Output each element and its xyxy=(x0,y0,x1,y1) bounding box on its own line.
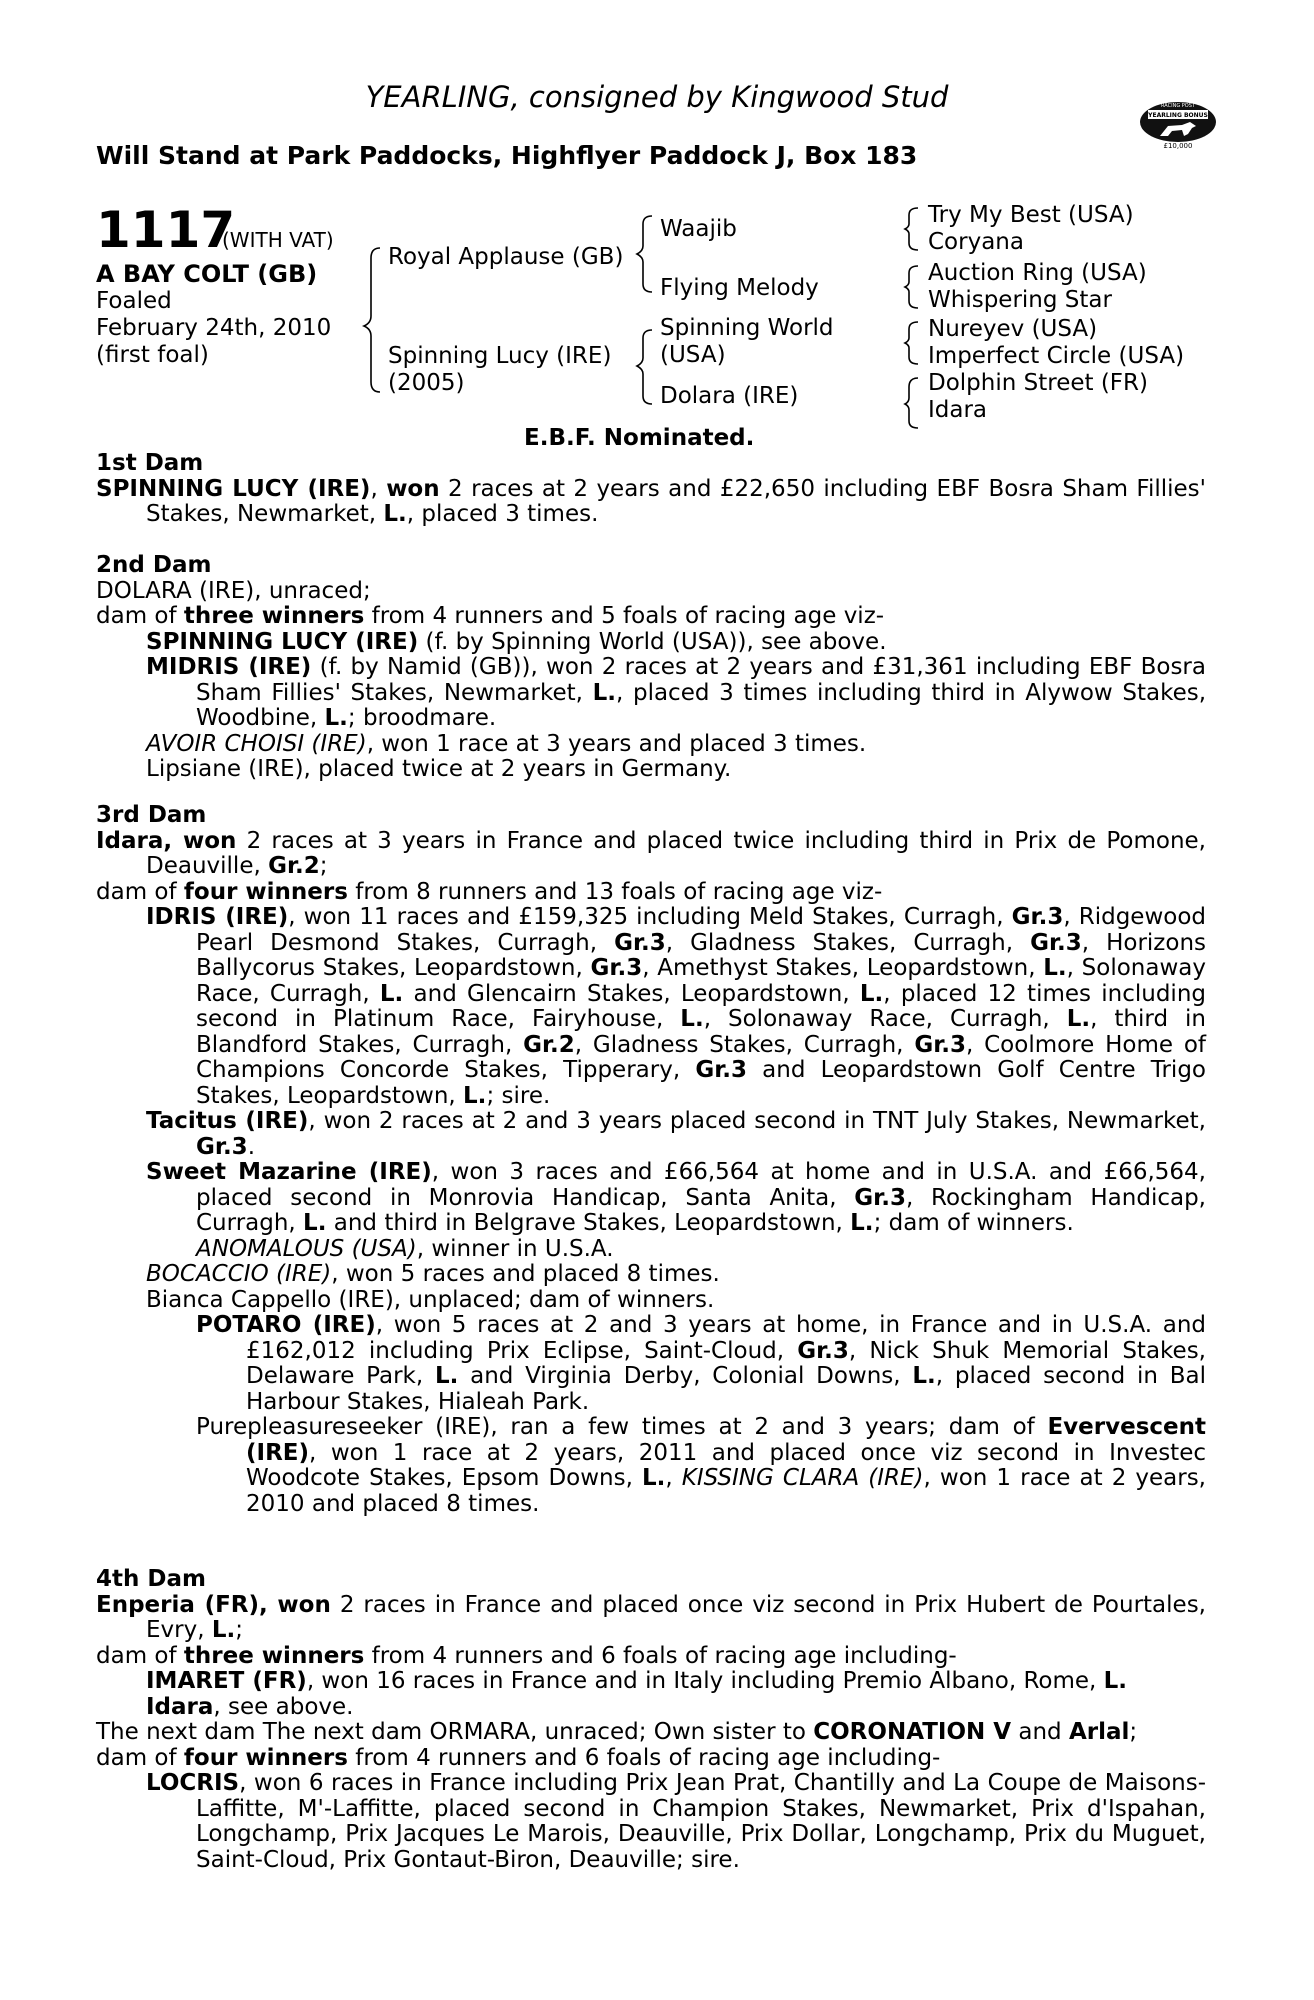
produce-purepleasureseeker: Purepleasureseeker (IRE), ran a few times at 2 and 3 years; dam of Evervescent (IRE), won 1 race at 2 years, 2011 and placed once viz second in Investec Woodcote Stakes, Epsom Downs, L., KISSING CLARA (IRE), won 1 race at 2 years, 2010 and placed 8 times. xyxy=(196,1414,1206,1517)
produce-locris: LOCRIS, won 6 races in France including Prix Jean Prat, Chantilly and La Coupe de Maisons-Laffitte, M'-Laffitte, placed second in Champion Stakes, Newmarket, Prix d'Ispahan, Longchamp, Prix Jacques Le Marois, Deauville, Prix Dollar, Longchamp, Prix du Muguet, Saint-Cloud, Prix Gontaut-Biron, Deauville; sire. xyxy=(146,1770,1206,1873)
page-title: YEARLING, consigned by Kingwood Stud xyxy=(365,80,949,114)
next-dam-section xyxy=(96,1720,1206,1873)
third-dam-section xyxy=(96,803,1206,1517)
third-dam-produce-summary: dam of four winners from 8 runners and 13 foals of racing age viz- xyxy=(96,878,883,905)
badge-top-text: RACING POST xyxy=(1161,103,1195,109)
produce-anomalous: ANOMALOUS (USA), winner in U.S.A. xyxy=(196,1235,614,1262)
pedigree-dd-sire: Dolphin Street (FR) xyxy=(928,370,1148,396)
produce-potaro: POTARO (IRE), won 5 races at 2 and 3 years at home, in France and in U.S.A. and £162,012 including Prix Eclipse, Saint-Cloud, Gr.3, Nick Shuk Memorial Stakes, Delaware Park, L. and Virginia Derby, Colonial Downs, L., placed second in Bal Harbour Stakes, Hialeah Park. xyxy=(196,1312,1207,1415)
produce-lipsiane: Lipsiane (IRE), placed twice at 2 years in Germany. xyxy=(146,756,732,782)
pedigree-sire-sire: Waajib xyxy=(660,216,737,242)
fourth-dam-produce-summary: dam of three winners from 4 runners and 6 foals of racing age including- xyxy=(96,1642,957,1669)
second-dam-heading: 2nd Dam xyxy=(96,552,212,578)
pedigree-dd-dam: Idara xyxy=(928,397,988,423)
pedigree-ss-sire: Try My Best (USA) xyxy=(928,202,1134,228)
produce-tacitus: Tacitus (IRE), won 2 races at 2 and 3 years placed second in TNT July Stakes, Newmarket, Gr.3. xyxy=(146,1108,1206,1160)
second-dam-section xyxy=(96,553,1206,783)
third-dam-record: Idara, won 2 races at 3 years in France and placed twice including third in Prix de Pomone, Deauville, Gr.2; xyxy=(96,827,1206,879)
stand-location: Will Stand at Park Paddocks, Highflyer Paddock J, Box 183 xyxy=(96,141,918,170)
pedigree-dam-dam: Dolara (IRE) xyxy=(660,383,799,409)
produce-idara: Idara, see above. xyxy=(146,1693,354,1720)
pedigree-ss-dam: Coryana xyxy=(928,229,1024,255)
pedigree-dam-line1: Spinning Lucy (IRE) xyxy=(388,343,612,369)
first-dam-name: SPINNING LUCY (IRE) xyxy=(96,475,371,502)
produce-imaret: IMARET (FR), won 16 races in France and in Italy including Premio Albano, Rome, L. xyxy=(146,1668,1128,1694)
produce-midris: MIDRIS (IRE) (f. by Namid (GB)), won 2 races at 2 years and £31,361 including EBF Bosra Sham Fillies' Stakes, Newmarket, L., placed 3 times including third in Alywow Stakes, Woodbine, L.; broodmare. xyxy=(146,654,1207,731)
badge-mid-text: YEARLING BONUS xyxy=(1148,112,1208,119)
foaled-date: February 24th, 2010 xyxy=(96,315,332,341)
next-dam-record: The next dam The next dam ORMARA, unraced; Own sister to CORONATION V and Arlal; xyxy=(96,1719,1138,1745)
first-dam-section xyxy=(96,451,1206,528)
foaled-label: Foaled xyxy=(96,288,172,314)
ebf-nomination: E.B.F. Nominated. xyxy=(524,425,755,451)
next-dam-produce-summary: dam of four winners from 4 runners and 6 foals of racing age including- xyxy=(96,1744,941,1771)
first-dam-record: SPINNING LUCY (IRE), won 2 races at 2 years and £22,650 including EBF Bosra Sham Fillies' Stakes, Newmarket, L., placed 3 times. xyxy=(96,475,1206,527)
second-dam-intro: DOLARA (IRE), unraced; xyxy=(96,577,371,604)
pedigree-sd-sire: Auction Ring (USA) xyxy=(928,260,1147,286)
produce-bocaccio: BOCACCIO (IRE), won 5 races and placed 8 times. xyxy=(146,1261,720,1287)
produce-spinning-lucy: SPINNING LUCY (IRE) (f. by Spinning World (USA)), see above. xyxy=(146,628,887,655)
produce-idris: IDRIS (IRE), won 11 races and £159,325 including Meld Stakes, Curragh, Gr.3, Ridgewood Pearl Desmond Stakes, Curragh, Gr.3, Gladness Stakes, Curragh, Gr.3, Horizons Ballycorus Stakes, Leopardstown, Gr.3, Amethyst Stakes, Leopardstown, L., Solonaway Race, Curragh, L. and Glencairn Stakes, Leopardstown, L., placed 12 times including second in Platinum Race, Fairyhouse, L., Solonaway Race, Curragh, L., third in Blandford Stakes, Curragh, Gr.2, Gladness Stakes, Curragh, Gr.3, Coolmore Home of Champions Concorde Stakes, Tipperary, Gr.3 and Leopardstown Golf Centre Trigo Stakes, Leopardstown, L.; sire. xyxy=(146,904,1207,1109)
produce-sweet-mazarine: Sweet Mazarine (IRE), won 3 races and £66,564 at home and in U.S.A. and £66,564, placed second in Monrovia Handicap, Santa Anita, Gr.3, Rockingham Handicap, Curragh, L. and third in Belgrave Stakes, Leopardstown, L.; dam of winners. xyxy=(146,1159,1206,1236)
lot-name: A BAY COLT (GB) xyxy=(96,260,318,288)
fourth-dam-heading: 4th Dam xyxy=(96,1566,206,1592)
pedigree-dam-sire-line1: Spinning World xyxy=(660,315,834,341)
produce-avoir-choisi: AVOIR CHOISI (IRE), won 1 race at 3 years and placed 3 times. xyxy=(146,730,867,757)
pedigree-sire-dam: Flying Melody xyxy=(660,275,819,301)
pedigree-dam-sire-line2: (USA) xyxy=(660,342,726,368)
second-dam-produce-summary: dam of three winners from 4 runners and 5 foals of racing age viz- xyxy=(96,603,885,629)
first-dam-heading: 1st Dam xyxy=(96,450,204,476)
third-dam-heading: 3rd Dam xyxy=(96,802,207,828)
pedigree-ds-sire: Nureyev (USA) xyxy=(928,316,1098,342)
pedigree-ds-dam: Imperfect Circle (USA) xyxy=(928,343,1185,369)
pedigree-sd-dam: Whispering Star xyxy=(928,287,1112,313)
fourth-dam-record: Enperia (FR), won 2 races in France and placed once viz second in Prix Hubert de Pourtales, Evry, L.; xyxy=(96,1591,1206,1643)
fourth-dam-section xyxy=(96,1567,1206,1720)
produce-bianca-cappello: Bianca Cappello (IRE), unplaced; dam of winners. xyxy=(146,1286,715,1313)
badge-amount-text: £10,000 xyxy=(1163,142,1193,150)
pedigree-sire: Royal Applause (GB) xyxy=(388,244,624,270)
pedigree-dam-line2: (2005) xyxy=(388,370,465,396)
lot-note: (first foal) xyxy=(96,342,209,368)
lot-vat: (WITH VAT) xyxy=(222,228,334,252)
lot-number: 1117 xyxy=(96,201,236,259)
